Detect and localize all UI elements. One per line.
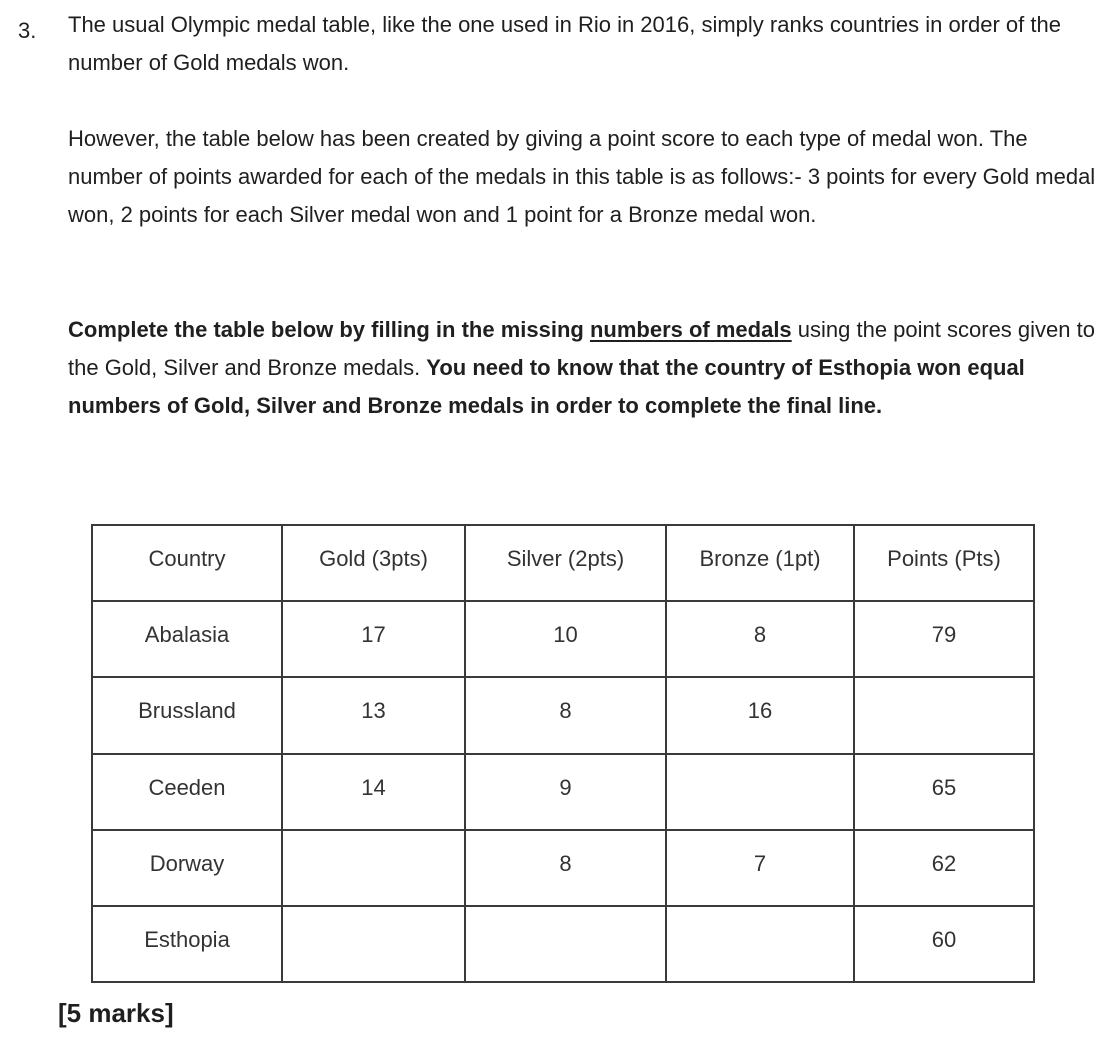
instruction-normal-text: using the point scores given to the Gold, Silver and Bronze medals. [68,317,1095,380]
cell-bronze: 7 [666,830,854,906]
question-number: 3. [18,18,37,43]
intro-paragraph: The usual Olympic medal table, like the one used in Rio in 2016, simply ranks countries in order of the number of Gold medals won. [68,12,1061,75]
cell-bronze: 8 [666,601,854,677]
cell-country: Abalasia [92,601,282,677]
header-country: Country [92,525,282,601]
marks-label: [5 marks] [58,998,174,1028]
cell-gold: 13 [282,677,465,754]
cell-gold [282,906,465,982]
cell-silver: 8 [465,677,666,754]
table-header-row [92,525,1034,601]
table-row [92,677,1034,754]
cell-silver: 8 [465,830,666,906]
cell-gold: 14 [282,754,465,830]
cell-points: 62 [854,830,1034,906]
header-points: Points (Pts) [854,525,1034,601]
table-row [92,830,1034,906]
cell-points: 79 [854,601,1034,677]
header-bronze: Bronze (1pt) [666,525,854,601]
instruction-bold-note: You need to know that the country of Esthopia won equal numbers of Gold, Silver and Bronze medals in order to complete the final line. [68,355,1025,418]
cell-gold: 17 [282,601,465,677]
cell-points: 60 [854,906,1034,982]
cell-silver: 10 [465,601,666,677]
cell-silver: 9 [465,754,666,830]
header-silver: Silver (2pts) [465,525,666,601]
instruction-paragraph [68,311,1098,425]
cell-country: Esthopia [92,906,282,982]
instruction-bold-lead: Complete the table below by filling in the missing [68,317,590,342]
cell-bronze [666,754,854,830]
cell-points [854,677,1034,754]
table-row [92,601,1034,677]
cell-silver [465,906,666,982]
table-row [92,906,1034,982]
cell-country: Brussland [92,677,282,754]
cell-points: 65 [854,754,1034,830]
header-gold: Gold (3pts) [282,525,465,601]
instruction-underlined-phrase: numbers of medals [589,317,792,342]
cell-bronze: 16 [666,677,854,754]
cell-gold [282,830,465,906]
cell-country: Ceeden [92,754,282,830]
points-explanation-paragraph: However, the table below has been created by giving a point score to each type of medal won. The number of points awarded for each of the medals in this table is as follows:- 3 points for every Gold medal won, 2 points for each Silver medal won and 1 point for a Bronze medal won. [68,126,1096,227]
medal-table [91,524,1035,983]
cell-country: Dorway [92,830,282,906]
cell-bronze [666,906,854,982]
table-row [92,754,1034,830]
